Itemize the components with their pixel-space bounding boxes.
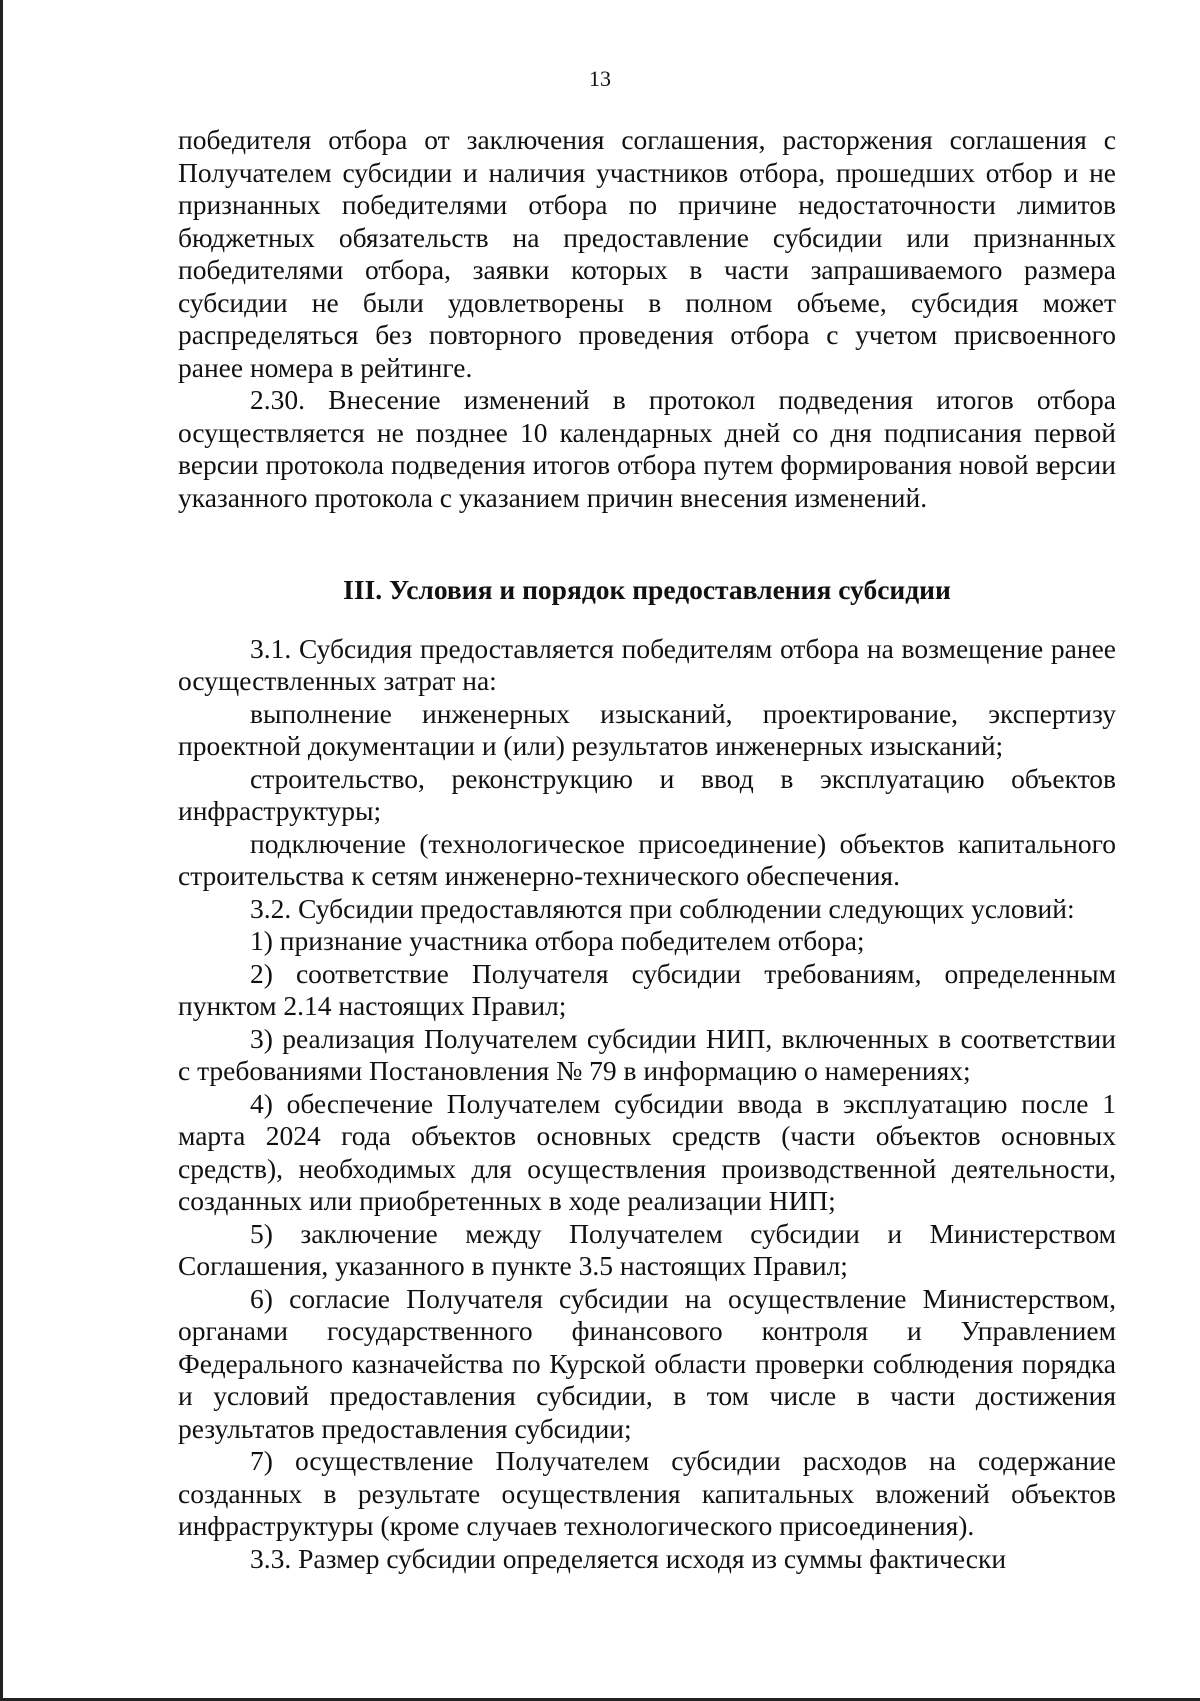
condition-3: 3) реализация Получателем субсидии НИП, включенных в соответствии с требованиями Постановления № 79 в информацию о намерениях; <box>178 1022 1116 1086</box>
scan-edge-left <box>0 0 3 1701</box>
list-item-connection: подключение (технологическое присоединение) объектов капитального строительства к сетям инженерно-технического обеспечения. <box>178 827 1116 891</box>
condition-2: 2) соответствие Получателя субсидии требованиям, определенным пунктом 2.14 настоящих Правил; <box>178 957 1116 1021</box>
condition-4: 4) обеспечение Получателем субсидии ввода в эксплуатацию после 1 марта 2024 года объектов основных средств (части объектов основных средств), необходимых для осуществления производственной деятельности, созданных или приобретенных в ходе реализации НИП; <box>178 1087 1116 1216</box>
condition-1: 1) признание участника отбора победителем отбора; <box>250 925 865 956</box>
paragraph-3-2: 3.2. Субсидии предоставляются при соблюдении следующих условий: <box>250 892 1075 924</box>
document-body <box>178 124 1116 1575</box>
paragraph-continuation: победителя отбора от заключения соглашения, расторжения соглашения с Получателем субсидии и наличия участников отбора, прошедших отбор и не признанных победителями отбора по причине недостаточности лимитов бюджетных обязательств на предоставление субсидии или признанных победителями отбора, заявки которых в части запрашиваемого размера субсидии не были удовлетворены в полном объеме, субсидия может распределяться без повторного проведения отбора с учетом присвоенного ранее номера в рейтинге. <box>178 124 1116 383</box>
list-item-engineering-surveys: выполнение инженерных изысканий, проектирование, экспертизу проектной документации и (или) результатов инженерных изысканий; <box>178 697 1116 761</box>
condition-6: 6) согласие Получателя субсидии на осуществление Министерством, органами государственного финансового контроля и Управлением Федерального казначейства по Курской области проверки соблюдения порядка и условий предоставления субсидии, в том числе в части достижения результатов предоставления субсидии; <box>178 1282 1116 1444</box>
paragraph-3-3: 3.3. Размер субсидии определяется исходя из суммы фактически <box>250 1542 1007 1574</box>
section-heading: III. Условия и порядок предоставления субсидии <box>343 574 951 605</box>
condition-5: 5) заключение между Получателем субсидии и Министерством Соглашения, указанного в пункте 3.5 настоящих Правил; <box>178 1217 1116 1281</box>
condition-7: 7) осуществление Получателем субсидии расходов на содержание созданных в результате осуществления капитальных вложений объектов инфраструктуры (кроме случаев технологического присоединения). <box>178 1445 1116 1541</box>
paragraph-2-30: 2.30. Внесение изменений в протокол подведения итогов отбора осуществляется не позднее 10 календарных дней со дня подписания первой версии протокола подведения итогов отбора путем формирования новой версии указанного протокола с указанием причин внесения изменений. <box>178 384 1116 513</box>
list-item-construction: строительство, реконструкцию и ввод в эксплуатацию объектов инфраструктуры; <box>178 762 1116 826</box>
paragraph-3-1: 3.1. Субсидия предоставляется победителям отбора на возмещение ранее осуществленных затрат на: <box>178 632 1116 696</box>
page-number: 13 <box>589 66 611 91</box>
